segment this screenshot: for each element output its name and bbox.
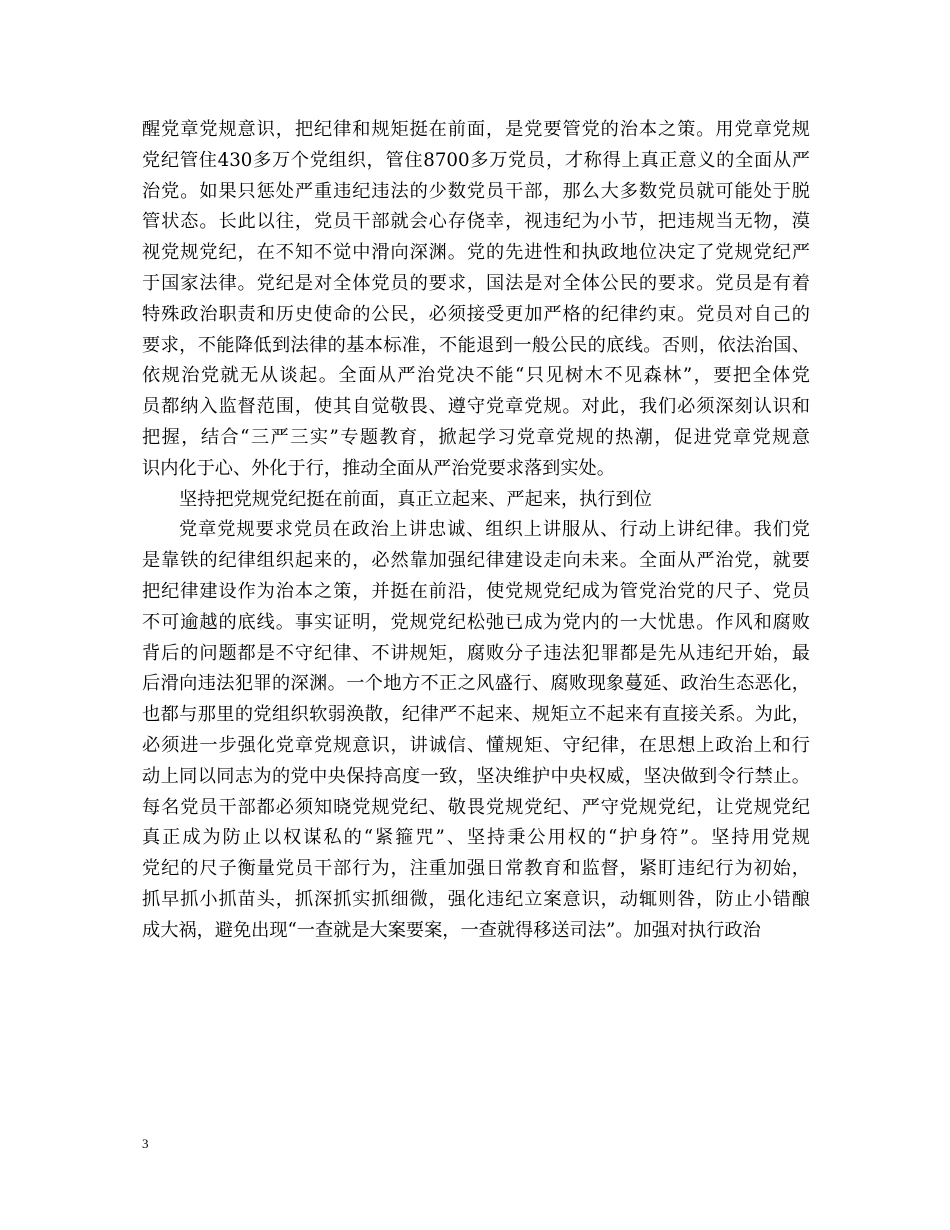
text-line: 把握，结合“三严三实”专题教育，掀起学习党章党规的热潮，促进党章党规意 <box>142 426 810 448</box>
text-line: 识内化于心、外化于行，推动全面从严治党要求落到实处。 <box>142 457 615 479</box>
paragraph <box>142 485 810 516</box>
text-line: 特殊政治职责和历史使命的公民，必须接受更加严格的纪律约束。党员对自己的 <box>142 303 810 325</box>
text-line: 党章党规要求党员在政治上讲忠诚、组织上讲服从、行动上讲纪律。我们党 <box>179 519 810 541</box>
text-line: 员都纳入监督范围，使其自觉敬畏、遵守党章党规。对此，我们必须深刻认识和 <box>142 396 810 418</box>
text-line: 每名党员干部都必须知晓党规党纪、敬畏党规党纪、严守党规党纪，让党规党纪 <box>142 796 810 818</box>
text-line: 醒党章党规意识，把纪律和规矩挺在前面，是党要管党的治本之策。用党章党规 <box>142 119 810 140</box>
text-line: 真正成为防止以权谋私的“紧箍咒”、坚持秉公用权的“护身符”。坚持用党规 <box>142 827 810 849</box>
text-line: 依规治党就无从谈起。全面从严治党决不能“只见树木不见森林”，要把全体党 <box>142 365 810 387</box>
text-line: 是靠铁的纪律组织起来的，必然靠加强纪律建设走向未来。全面从严治党，就要 <box>142 550 810 572</box>
text-line: 党纪的尺子衡量党员干部行为，注重加强日常教育和监督，紧盯违纪行为初始， <box>142 858 810 880</box>
text-line: 后滑向违法犯罪的深渊。一个地方不正之风盛行、腐败现象蔓延、政治生态恶化， <box>142 673 810 695</box>
text-line: 党纪管住430多万个党组织，管住8700多万党员，才称得上真正意义的全面从严 <box>142 149 810 171</box>
document-body <box>142 115 810 947</box>
text-line: 坚持把党规党纪挺在前面，真正立起来、严起来，执行到位 <box>179 488 652 510</box>
text-line: 要求，不能降低到法律的基本标准，不能退到一般公民的底线。否则，依法治国、 <box>142 334 810 356</box>
text-line: 于国家法律。党纪是对全体党员的要求，国法是对全体公民的要求。党员是有着 <box>142 272 810 294</box>
text-line: 也都与那里的党组织软弱涣散，纪律严不起来、规矩立不起来有直接关系。为此， <box>142 704 810 726</box>
text-line: 必须进一步强化党章党规意识，讲诚信、懂规矩、守纪律，在思想上政治上和行 <box>142 734 810 756</box>
text-line: 背后的问题都是不守纪律、不讲规矩，腐败分子违法犯罪都是先从违纪开始，最 <box>142 642 810 664</box>
text-line: 把纪律建设作为治本之策，并挺在前沿，使党规党纪成为管党治党的尺子、党员 <box>142 580 810 602</box>
text-line: 不可逾越的底线。事实证明，党规党纪松弛已成为党内的一大忧患。作风和腐败 <box>142 611 810 633</box>
paragraph <box>142 115 810 485</box>
text-line: 视党规党纪，在不知不觉中滑向深渊。党的先进性和执政地位决定了党规党纪严 <box>142 242 810 264</box>
text-line: 抓早抓小抓苗头，抓深抓实抓细微，强化违纪立案意识，动辄则咎，防止小错酿 <box>142 888 810 910</box>
text-line: 成大祸，避免出现“一查就是大案要案，一查就得移送司法”。加强对执行政治 <box>142 919 761 941</box>
page-number: 3 <box>142 1136 149 1151</box>
text-line: 管状态。长此以往，党员干部就会心存侥幸，视违纪为小节，把违规当无物，漠 <box>142 211 810 233</box>
text-line: 动上同以同志为的党中央保持高度一致，坚决维护中央权威，坚决做到令行禁止。 <box>142 765 810 787</box>
text-line: 治党。如果只惩处严重违纪违法的少数党员干部，那么大多数党员就可能处于脱 <box>142 180 810 202</box>
paragraph <box>142 515 810 946</box>
